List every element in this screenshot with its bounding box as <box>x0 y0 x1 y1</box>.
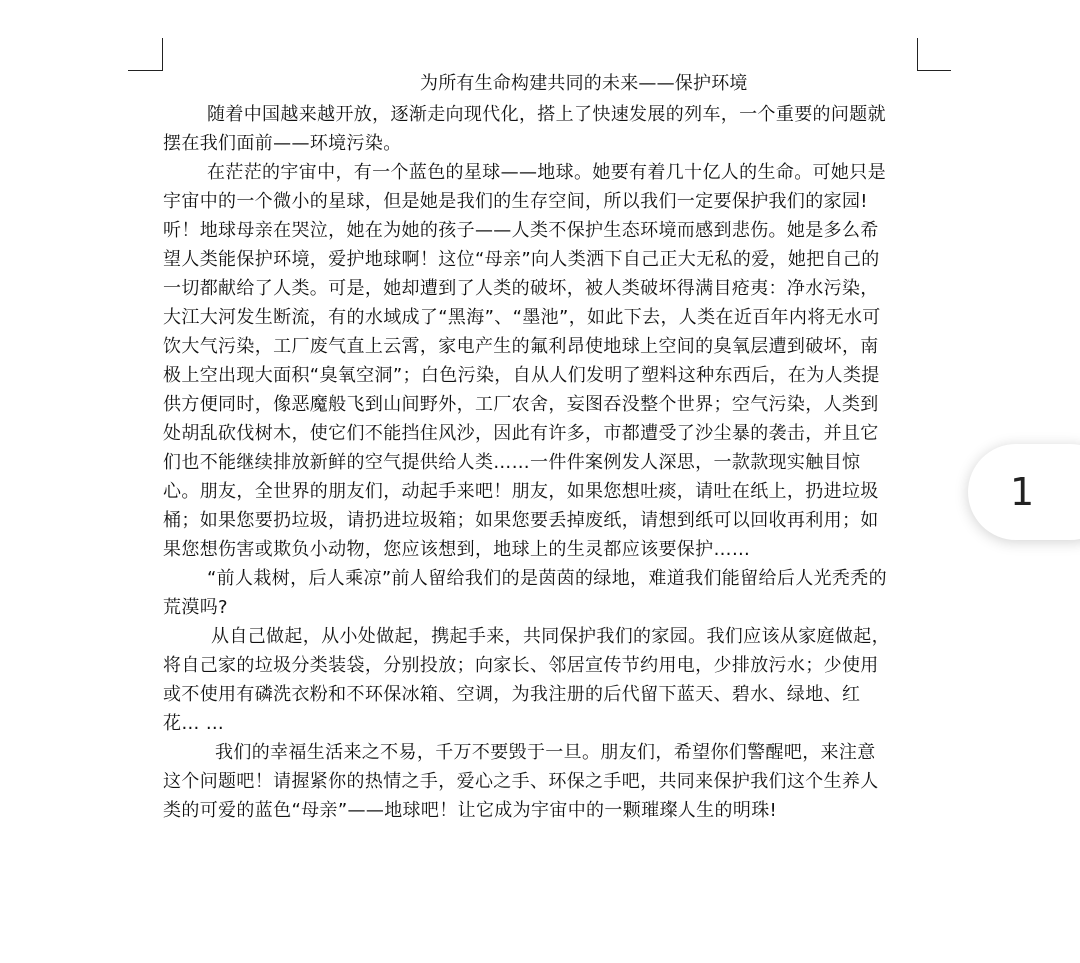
paragraph-line: 我们的幸福生活来之不易，千万不要毁于一旦。朋友们，希望你们警醒吧，来注意 <box>215 742 876 763</box>
document-title: 为所有生命构建共同的未来——保护环境 <box>420 73 748 94</box>
paragraph-line: 从自己做起，从小处做起，携起手来，共同保护我们的家园。我们应该从家庭做起， <box>211 626 890 647</box>
paragraph-line: 桶；如果您要扔垃圾，请扔进垃圾箱；如果您要丢掉废纸，请想到纸可以回收再利用；如 <box>163 510 879 531</box>
paragraph-line: 宇宙中的一个微小的星球，但是她是我们的生存空间，所以我们一定要保护我们的家园! <box>163 191 868 212</box>
crop-mark-top-right <box>917 38 951 71</box>
paragraph-line: 供方便同时，像恶魔般飞到山间野外，工厂农舍，妄图吞没整个世界；空气污染，人类到 <box>163 394 879 415</box>
paragraph-line: 将自己家的垃圾分类装袋，分别投放；向家长、邻居宣传节约用电，少排放污水；少使用 <box>163 655 879 676</box>
paragraph-line: 类的可爱的蓝色“母亲”——地球吧！让它成为宇宙中的一颗璀璨人生的明珠! <box>163 800 778 821</box>
paragraph-line: 果您想伤害或欺负小动物，您应该想到，地球上的生灵都应该要保护…… <box>163 539 751 560</box>
paragraph-line: 处胡乱砍伐树木，使它们不能挡住风沙，因此有许多，市都遭受了沙尘暴的袭击，并且它 <box>163 423 879 444</box>
paragraph-line: 饮大气污染，工厂废气直上云霄，家电产生的氟利昂使地球上空间的臭氧层遭到破坏，南 <box>163 336 879 357</box>
page-number: 1 <box>1010 470 1035 514</box>
paragraph-line: 望人类能保护环境，爱护地球啊！这位“母亲”向人类洒下自己正大无私的爱，她把自己的 <box>163 249 880 270</box>
paragraph-line: 这个问题吧！请握紧你的热情之手，爱心之手、环保之手吧，共同来保护我们这个生养人 <box>163 771 879 792</box>
paragraph-line: 在茫茫的宇宙中，有一个蓝色的星球——地球。她要有着几十亿人的生命。可她只是 <box>207 162 886 183</box>
paragraph-line: 一切都献给了人类。可是，她却遭到了人类的破坏，被人类破坏得满目疮夷：净水污染， <box>163 278 879 299</box>
paragraph-line: 大江大河发生断流，有的水域成了“黑海”、“墨池”，如此下去，人类在近百年内将无水可 <box>163 307 881 328</box>
paragraph-line: “前人栽树，后人乘凉”前人留给我们的是茵茵的绿地，难道我们能留给后人光秃秃的 <box>207 568 887 589</box>
paragraph-line: 随着中国越来越开放，逐渐走向现代化，搭上了快速发展的列车，一个重要的问题就 <box>207 104 886 125</box>
paragraph-line: 们也不能继续排放新鲜的空气提供给人类……一件件案例发人深思，一款款现实触目惊 <box>163 452 861 473</box>
paragraph-line: 听！地球母亲在哭泣，她在为她的孩子——人类不保护生态环境而感到悲伤。她是多么希 <box>163 220 879 241</box>
crop-mark-top-left <box>128 38 163 71</box>
paragraph-line: 荒漠吗? <box>163 597 228 618</box>
paragraph-line: 花… … <box>163 713 225 734</box>
paragraph-line: 心。朋友，全世界的朋友们，动起手来吧！朋友，如果您想吐痰，请吐在纸上，扔进垃圾 <box>163 481 879 502</box>
paragraph-line: 摆在我们面前——环境污染。 <box>163 133 402 154</box>
paragraph-line: 极上空出现大面积“臭氧空洞”；白色污染，自从人们发明了塑料这种东西后，在为人类提 <box>163 365 880 386</box>
paragraph-line: 或不使用有磷洗衣粉和不环保冰箱、空调，为我注册的后代留下蓝天、碧水、绿地、红 <box>163 684 861 705</box>
document-body <box>163 100 915 825</box>
